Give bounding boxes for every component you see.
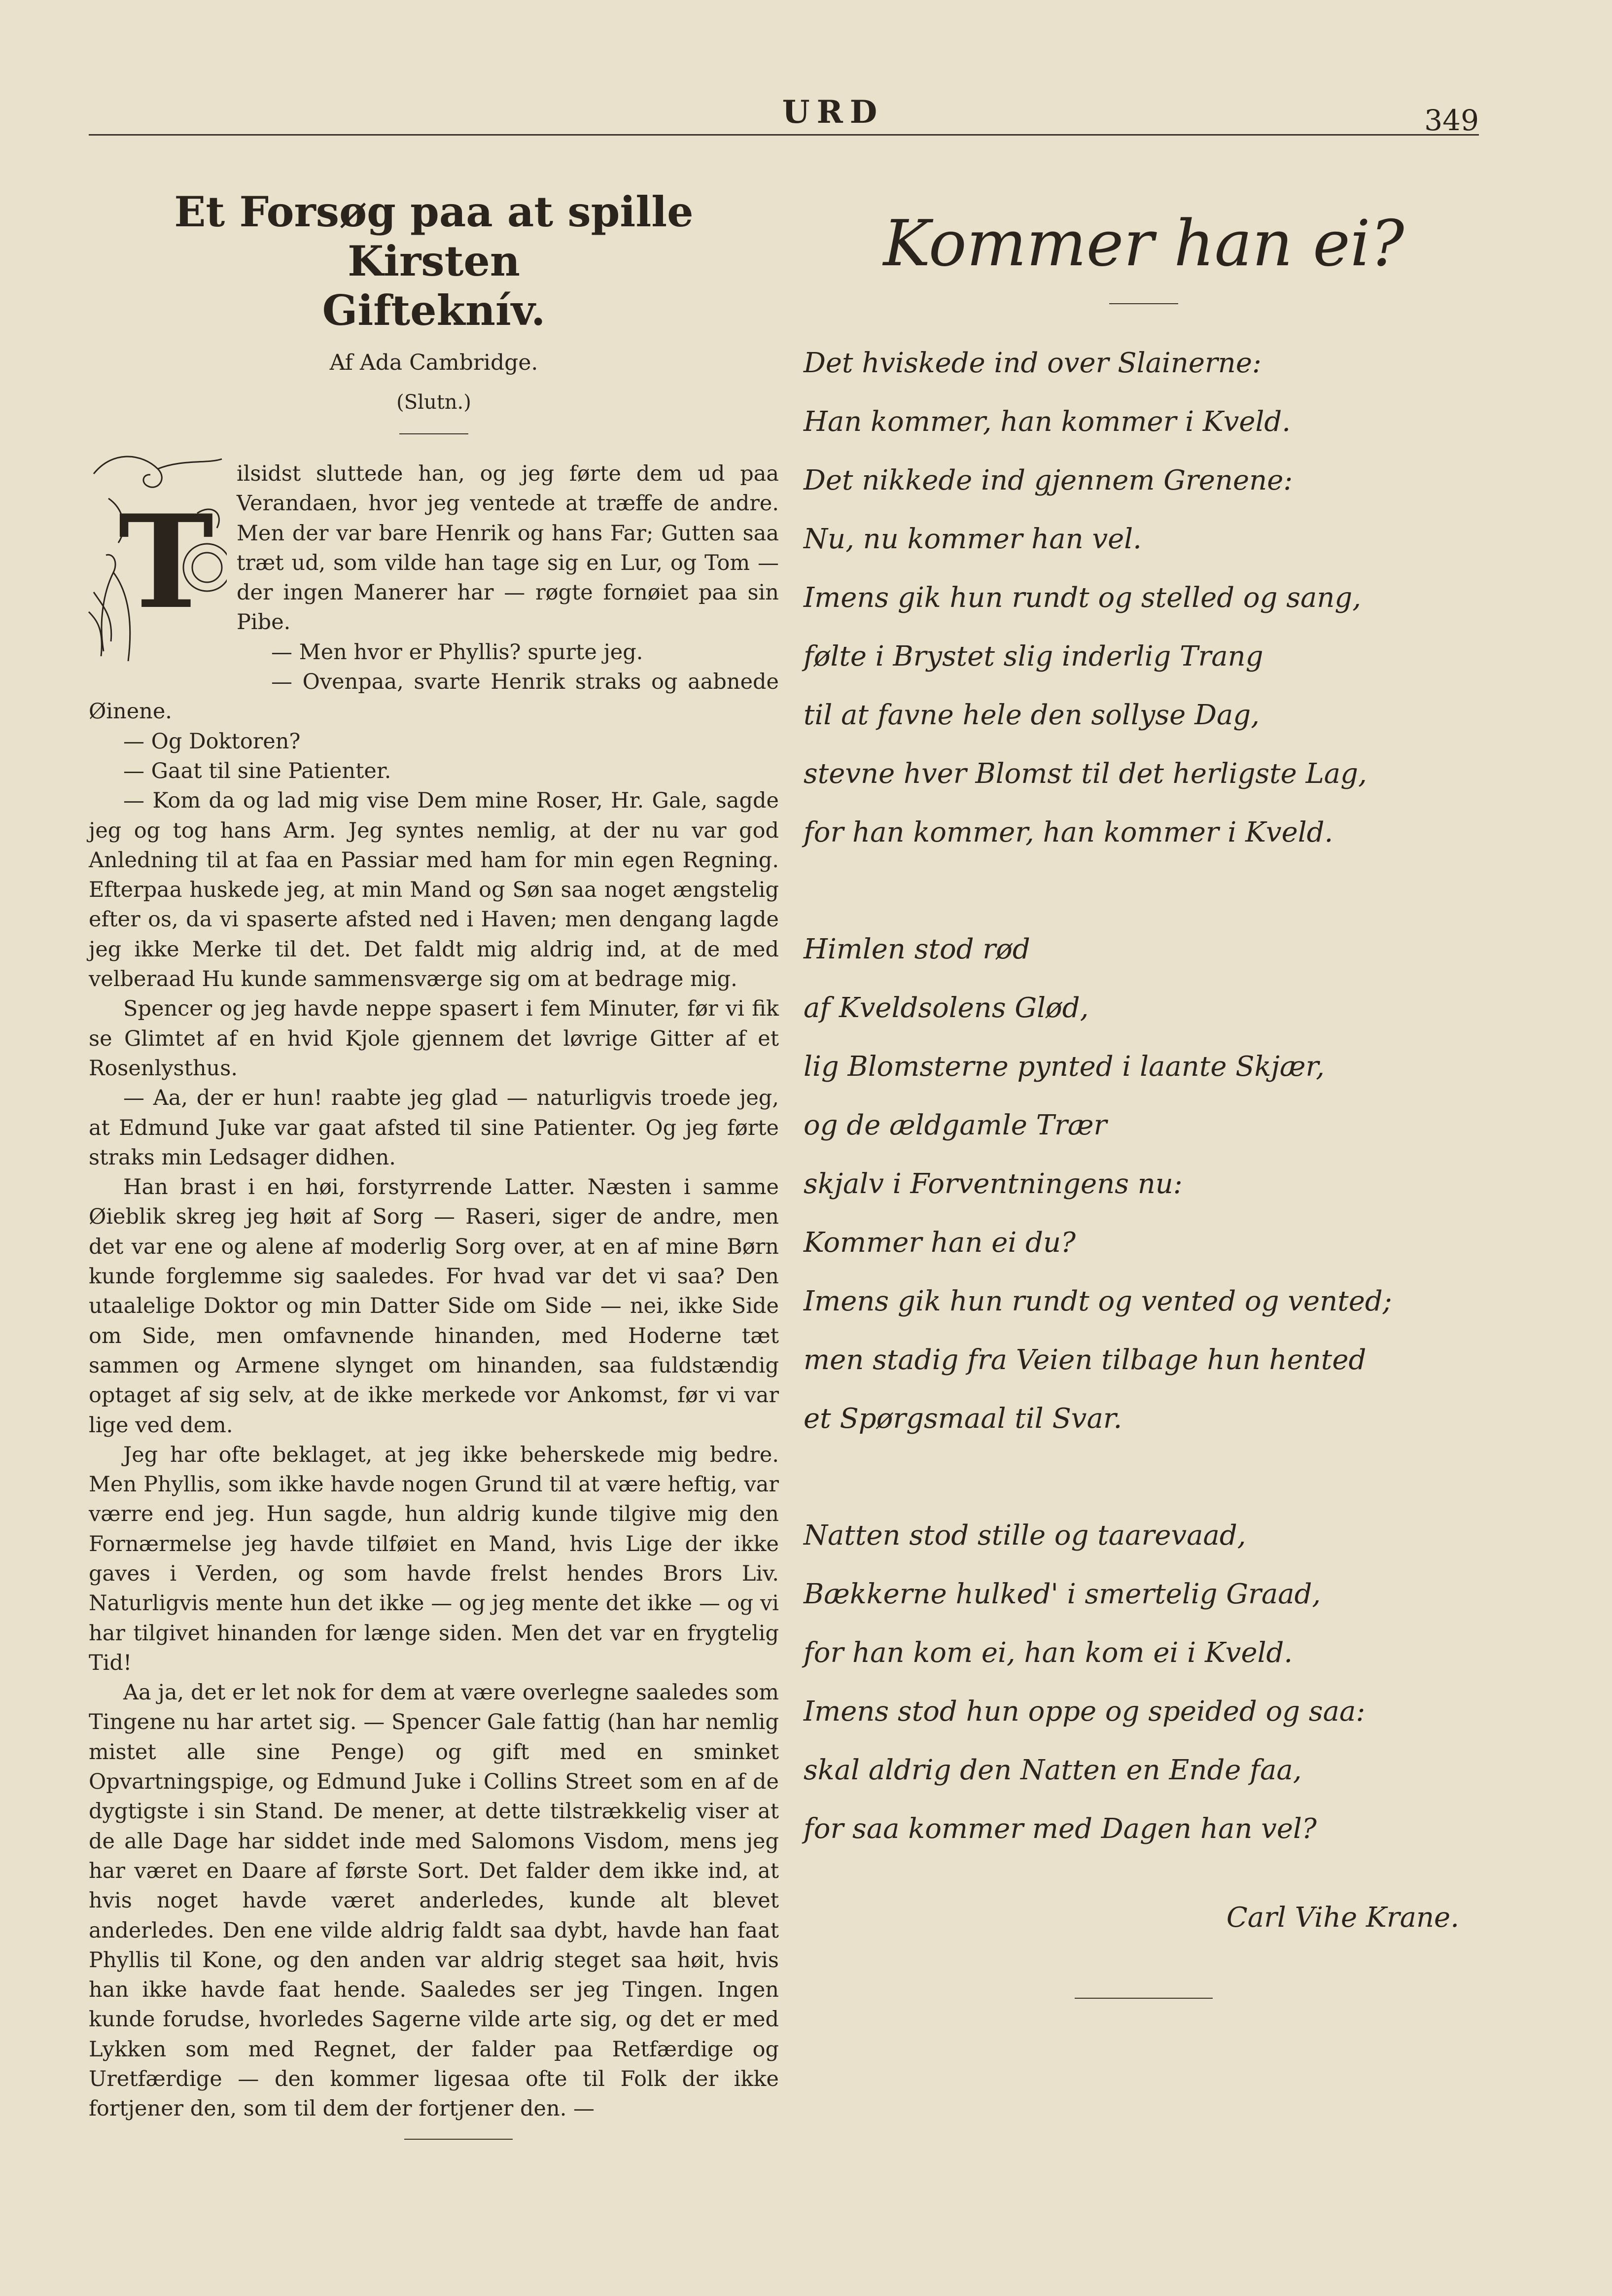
article-title-line-1: Et Forsøg paa at spille Kirsten <box>174 187 694 285</box>
poem-line: Himlen stod rød <box>804 933 1030 965</box>
poem-line: stevne hver Blomst til det herligste Lag, <box>804 758 1367 790</box>
poem-line: Imens gik hun rundt og vented og vented; <box>804 1285 1392 1317</box>
poem-stanza <box>804 920 1489 1448</box>
drop-cap-letter: T <box>118 487 214 637</box>
article-paragraph: ilsidst sluttede han, og jeg førte dem ud paa Verandaen, hvor jeg ventede at træffe de andre. Men der var bare Henrik og hans Far; Gutten saa træt ud, som vilde han tage sig en Lur, og Tom — der ingen Manerer har — røgte fornøiet paa sin Pibe. <box>237 461 779 635</box>
article-paragraph: — Gaat til sine Patienter. <box>123 758 391 783</box>
article-paragraph: — Aa, der er hun! raabte jeg glad — naturligvis troede jeg, at Edmund Juke var gaat afsted til sine Patienter. Og jeg førte straks min Ledsager didhen. <box>89 1086 779 1170</box>
poem-title: Kommer han ei? <box>883 207 1404 281</box>
poem-end-rule <box>1075 1998 1213 1999</box>
poem-line: og de ældgamle Trær <box>804 1109 1107 1141</box>
poem-line: lig Blomsterne pynted i laante Skjær, <box>804 1051 1325 1083</box>
poem-line: Nu, nu kommer han vel. <box>804 523 1142 555</box>
header-rule <box>89 134 1479 136</box>
poem-column <box>799 207 1489 1999</box>
poem-signature: Carl Vihe Krane. <box>1226 1902 1459 1934</box>
title-divider <box>399 433 468 434</box>
poem-line: et Spørgsmaal til Svar. <box>804 1403 1122 1435</box>
poem-line: af Kveldsolens Glød, <box>804 992 1089 1024</box>
page-number: 349 <box>1424 104 1479 137</box>
article-paragraph: — Men hvor er Phyllis? spurte jeg. <box>271 639 643 665</box>
poem-line: Det hviskede ind over Slainerne: <box>804 347 1262 379</box>
article-body <box>89 459 779 2124</box>
poem-stanza <box>804 1506 1489 1858</box>
article-column <box>89 187 779 2140</box>
article-status: (Slutn.) <box>396 391 471 414</box>
article-paragraph: Spencer og jeg havde neppe spasert i fem Minuter, før vi fik se Glimtet af en hvid Kjole gjennem det løvrige Gitter af et Rosenlysthus. <box>89 996 779 1081</box>
poem-line: skjalv i Forventningens nu: <box>804 1168 1183 1200</box>
poem-line: skal aldrig den Natten en Ende faa, <box>804 1754 1302 1786</box>
poem-line: følte i Brystet slig inderlig Trang <box>804 640 1263 672</box>
poem-line: for han kom ei, han kom ei i Kveld. <box>804 1637 1293 1669</box>
article-paragraph: Han brast i en høi, forstyrrende Latter. Næsten i samme Øieblik skreg jeg høit af Sorg — Raseri, siger de andre, men det var ene og alene af moderlig Sorg over, at en af mine Børn kunde forglemme sig saaledes. For hvad var det vi saa? Den utaalelige Doktor og min Datter Side om Side — nei, ikke Side om Side, men omfavnende hinanden, med Hoderne tæt sammen og Armene slynget om hinanden, saa fuldstændig optaget af sig selv, at de ikke merkede vor Ankomst, før vi var lige ved dem. <box>89 1175 779 1438</box>
poem-line: Imens stod hun oppe og speided og saa: <box>804 1696 1366 1728</box>
article-paragraph: Aa ja, det er let nok for dem at være overlegne saaledes som Tingene nu har artet sig. — Spencer Gale fattig (han har nemlig mistet alle sine Penge) og gift med en sminket Opvartningspige, og Edmund Juke i Collins Street som en af de dygtigste i sin Stand. De mener, at dette tilstrækkelig viser at de alle Dage har siddet inde med Salomons Visdom, mens jeg har været en Daare af første Sort. Det falder dem ikke ind, at hvis noget havde været anderledes, kunde alt blevet anderledes. Den ene vilde aldrig faldt saa dybt, havde han faat Phyllis til Kone, og den anden var aldrig steget saa høit, hvis han ikke havde faat hende. Saaledes ser jeg Tingen. Ingen kunde forudse, hvorledes Sagerne vilde arte sig, og det er med Lykken som med Regnet, der falder paa Retfærdige og Uretfærdige — den kommer ligesaa ofte til Folk der ikke fortjener den, som til dem der fortjener den. — <box>89 1680 779 2121</box>
article-paragraph: — Ovenpaa, svarte Henrik straks og aabnede Øinene. <box>89 670 779 724</box>
article-title-line-2: Gifteknív. <box>322 286 546 335</box>
poem-title-divider <box>1109 303 1178 304</box>
article-paragraph: — Og Doktoren? <box>123 729 301 754</box>
page-header <box>89 89 1479 138</box>
article-end-rule <box>404 2139 513 2140</box>
poem-line: for saa kommer med Dagen han vel? <box>804 1813 1317 1845</box>
article-author: Af Ada Cambridge. <box>329 350 538 375</box>
poem-line: Imens gik hun rundt og stelled og sang, <box>804 582 1362 614</box>
article-paragraph: Jeg har ofte beklaget, at jeg ikke beherskede mig bedre. Men Phyllis, som ikke havde nogen Grund til at være heftig, var værre end jeg. Hun sagde, hun aldrig kunde tilgive mig den Fornærmelse jeg havde tilføiet en Mand, hvis Lige der ikke gaves i Verden, og som havde frelst hendes Brors Liv. Naturligvis mente hun det ikke — og jeg mente det ikke — og vi har tilgivet hinanden for længe siden. Men det var en frygtelig Tid! <box>89 1442 779 1675</box>
poem-line: Bækkerne hulked' i smertelig Graad, <box>804 1578 1321 1610</box>
poem-body <box>799 334 1489 1934</box>
poem-stanza <box>804 334 1489 862</box>
poem-line: Han kommer, han kommer i Kveld. <box>804 406 1291 438</box>
article-paragraph: — Kom da og lad mig vise Dem mine Roser, Hr. Gale, sagde jeg og tog hans Arm. Jeg syntes nemlig, at der nu var god Anledning til at faa en Passiar med ham for min egen Regning. Efterpaa huskede jeg, at min Mand og Søn saa noget ængstelig efter os, da vi spaserte afsted ned i Haven; men dengang lagde jeg ikke Merke til det. Det faldt mig aldrig ind, at de med velberaad Hu kunde sammensværge sig om at bedrage mig. <box>89 788 779 992</box>
poem-line: for han kommer, han kommer i Kveld. <box>804 816 1333 848</box>
drop-cap <box>84 444 227 671</box>
masthead: URD <box>782 94 884 131</box>
poem-line: Kommer han ei du? <box>804 1227 1076 1259</box>
poem-line: men stadig fra Veien tilbage hun hented <box>804 1344 1367 1376</box>
poem-line: til at favne hele den sollyse Dag, <box>804 699 1260 731</box>
poem-line: Natten stod stille og taarevaad, <box>804 1519 1246 1552</box>
poem-line: Det nikkede ind gjennem Grenene: <box>804 464 1293 496</box>
article-title <box>89 187 779 335</box>
